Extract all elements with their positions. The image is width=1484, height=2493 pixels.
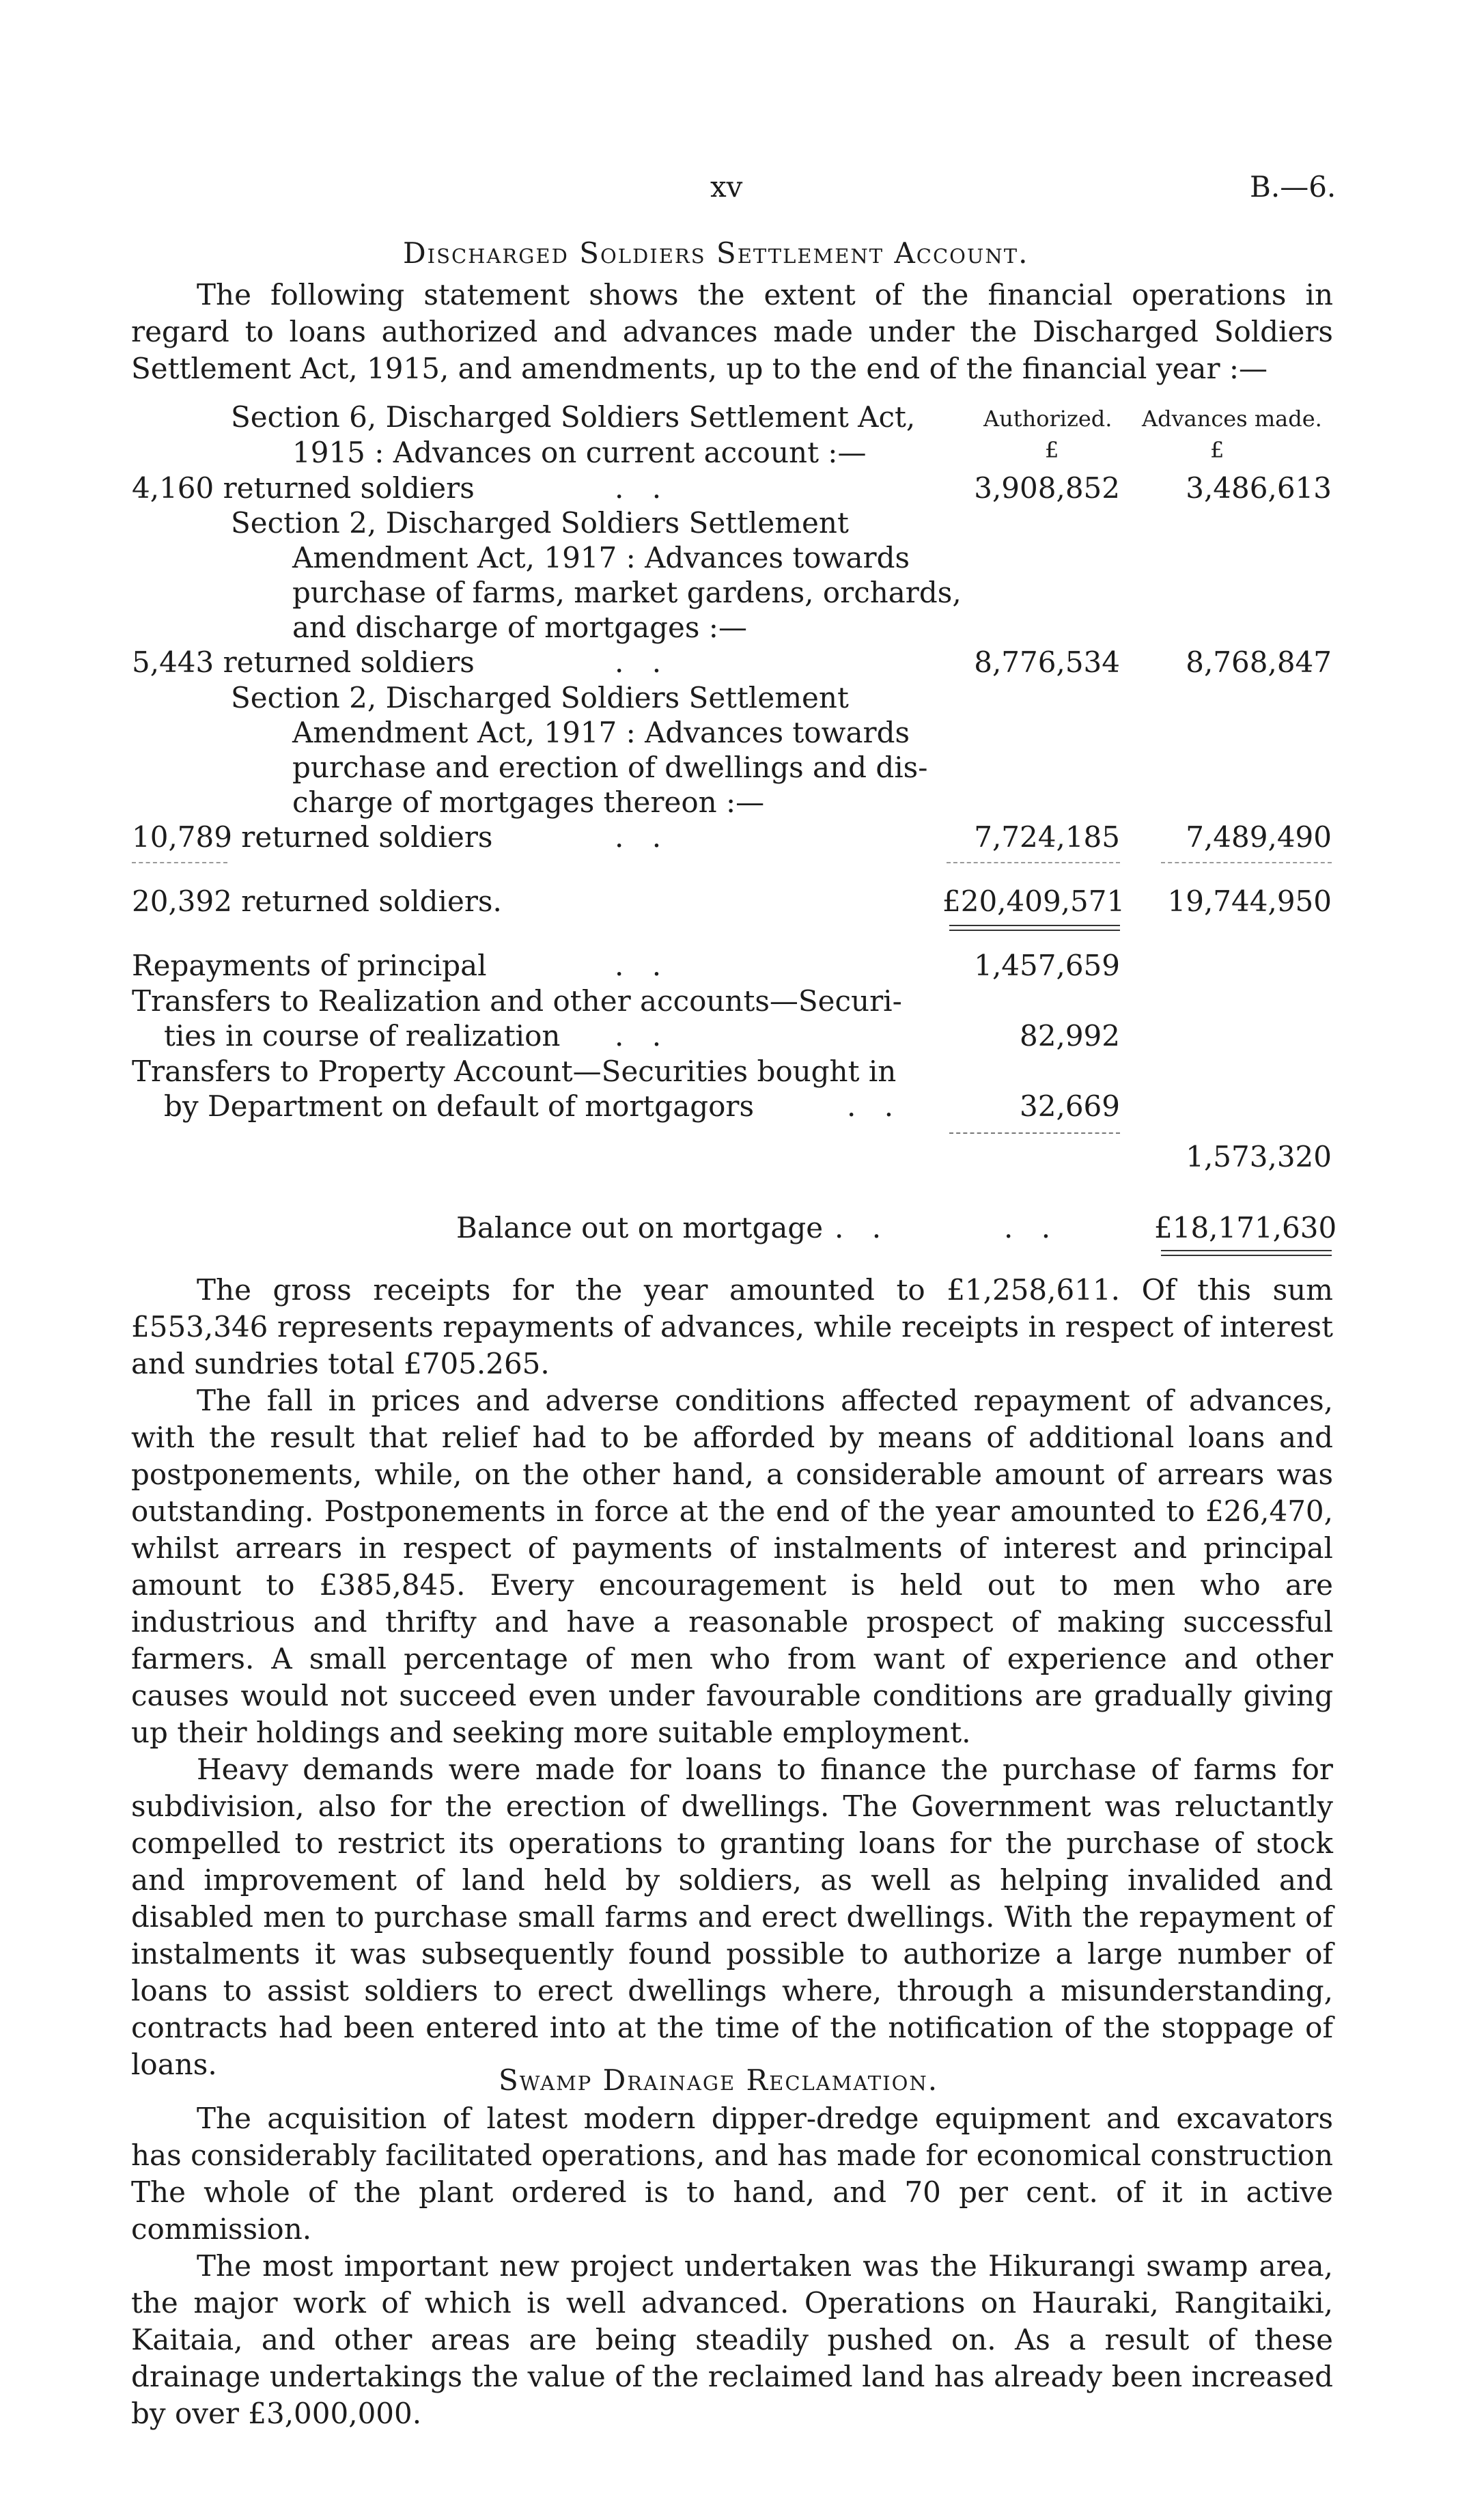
intro-text: The following statement shows the extent of the financial operations in regard to loans authorized and advances made under the Discharged Soldiers Settlement Act, 1915, and amendments, up to the end of the financial year :— [131,278,1333,385]
paragraph-projects: The most important new project undertaken was the Hikurangi swamp area, the major work of which is well advanced. Operations on Hauraki, Rangitaiki, Kaitaia, and other areas are being steadily pushed on. As a result of these drainage undertakings the value of the reclaimed land has already been increased by over £3,000,000. [131,2249,1333,2430]
paragraph-receipts: The gross receipts for the year amounted to £1,258,611. Of this sum £553,346 represents repayments of advances, while receipts in respect of interest and sundries total £705.265. [131,1273,1333,1380]
section2-body [131,2100,1333,2432]
row3-leader: . . [615,820,671,854]
deductions-total: 1,573,320 [1186,1140,1332,1173]
section1-body [131,1272,1333,2083]
document-code: B.—6. [1250,170,1336,204]
balance-amount: £18,171,630 [1154,1211,1337,1244]
paragraph-demands: Heavy demands were made for loans to finance the purchase of farms for subdivision, also for the erection of dwellings. The Government was reluctantly compelled to restrict its operations to granting loans for the purchase of stock and improvement of land held by soldiers, as well as helping invalided and disabled men to purchase small farms and erect dwellings. With the repayment of instalments it was subsequently found possible to authorize a large number of loans to assist soldiers to erect dwellings where, through a misunderstanding, contracts had been entered into at the time of the notification of the stoppage of loans. [131,1753,1333,2081]
col-header-authorized: Authorized. [983,406,1112,432]
deduction3-leader: . . [847,1089,904,1123]
balance-double-rule [1161,1250,1332,1256]
row2-heading-line4: and discharge of mortgages :— [292,611,747,644]
row1-leader: . . [615,471,671,505]
balance-leader1: . . [835,1211,891,1244]
row1-label: 4,160 returned soldiers [132,471,475,505]
row2-advances: 8,768,847 [1186,645,1332,679]
deduction1-leader: . . [615,949,671,982]
row3-heading-line3: purchase and erection of dwellings and dis- [292,751,928,784]
deduction2-leader: . . [615,1019,671,1053]
row1-authorized: 3,908,852 [974,471,1120,505]
row1-advances: 3,486,613 [1186,471,1332,505]
page-number: xv [710,170,743,204]
balance-leader2: . . [1004,1211,1061,1244]
row2-label: 5,443 returned soldiers [132,645,475,679]
row3-heading-line4: charge of mortgages thereon :— [292,785,765,819]
deduction3-line1: Transfers to Property Account—Securities bought in [132,1055,897,1088]
row2-heading-line3: purchase of farms, market gardens, orchards, [292,576,962,609]
row3-heading-line2: Amendment Act, 1917 : Advances towards [292,716,910,749]
col-header-advances: Advances made. [1142,406,1322,432]
total-double-rule [949,925,1120,931]
row3-heading-line1: Section 2, Discharged Soldiers Settlement [231,681,849,714]
deduction2-amount: 82,992 [1020,1019,1120,1053]
intro-paragraph [131,277,1333,387]
row3-authorized: 7,724,185 [974,820,1120,854]
paragraph-equipment: The acquisition of latest modern dipper-dredge equipment and excavators has considerably facilitated operations, and has made for economical construction The whole of the plant ordered is to hand, and 70 per cent. of it in active commission. [131,2102,1333,2246]
row2-leader: . . [615,645,671,679]
currency-advances: £ [1210,437,1224,463]
section-title: Discharged Soldiers Settlement Account. [403,236,1029,270]
row3-advances: 7,489,490 [1186,820,1332,854]
currency-authorized: £ [1045,437,1059,463]
deduction2-line2: ties in course of realization [164,1019,561,1053]
deductions-rule [949,1132,1120,1134]
total-authorized: £20,409,571 [942,885,1125,918]
deduction2-line1: Transfers to Realization and other accounts—Securi- [132,984,902,1018]
total-advances: 19,744,950 [1167,885,1332,918]
deduction1-amount: 1,457,659 [974,949,1120,982]
separator-left [132,862,227,863]
row3-label: 10,789 returned soldiers [132,820,493,854]
separator-advances [1161,862,1332,863]
row2-heading-line1: Section 2, Discharged Soldiers Settlement [231,506,849,540]
deduction3-line2: by Department on default of mortgagors [164,1089,755,1123]
section2-title: Swamp Drainage Reclamation. [499,2063,939,2097]
paragraph-arrears: The fall in prices and adverse conditions affected repayment of advances, with the result that relief had to be afforded by means of additional loans and postponements, while, on the other hand, a considerable amount of arrears was outstanding. Postponements in force at the end of the year amounted to £26,470, whilst arrears in respect of payments of instalments of interest and principal amount to £385,845. Every encouragement is held out to men who are industrious and thrifty and have a reasonable prospect of making successful farmers. A small percentage of men who from want of experience and other causes would not succeed even under favourable conditions are gradually giving up their holdings and seeking more suitable employment. [131,1384,1333,1749]
row1-heading-line2: 1915 : Advances on current account :— [292,436,867,469]
deduction3-amount: 32,669 [1020,1089,1120,1123]
total-label: 20,392 returned soldiers. [132,885,502,918]
row2-heading-line2: Amendment Act, 1917 : Advances towards [292,541,910,574]
separator-authorized [947,862,1120,863]
row2-authorized: 8,776,534 [974,645,1120,679]
balance-label: Balance out on mortgage [456,1211,824,1244]
row1-heading-line1: Section 6, Discharged Soldiers Settlement Act, [231,400,916,434]
deduction1-label: Repayments of principal [132,949,487,982]
